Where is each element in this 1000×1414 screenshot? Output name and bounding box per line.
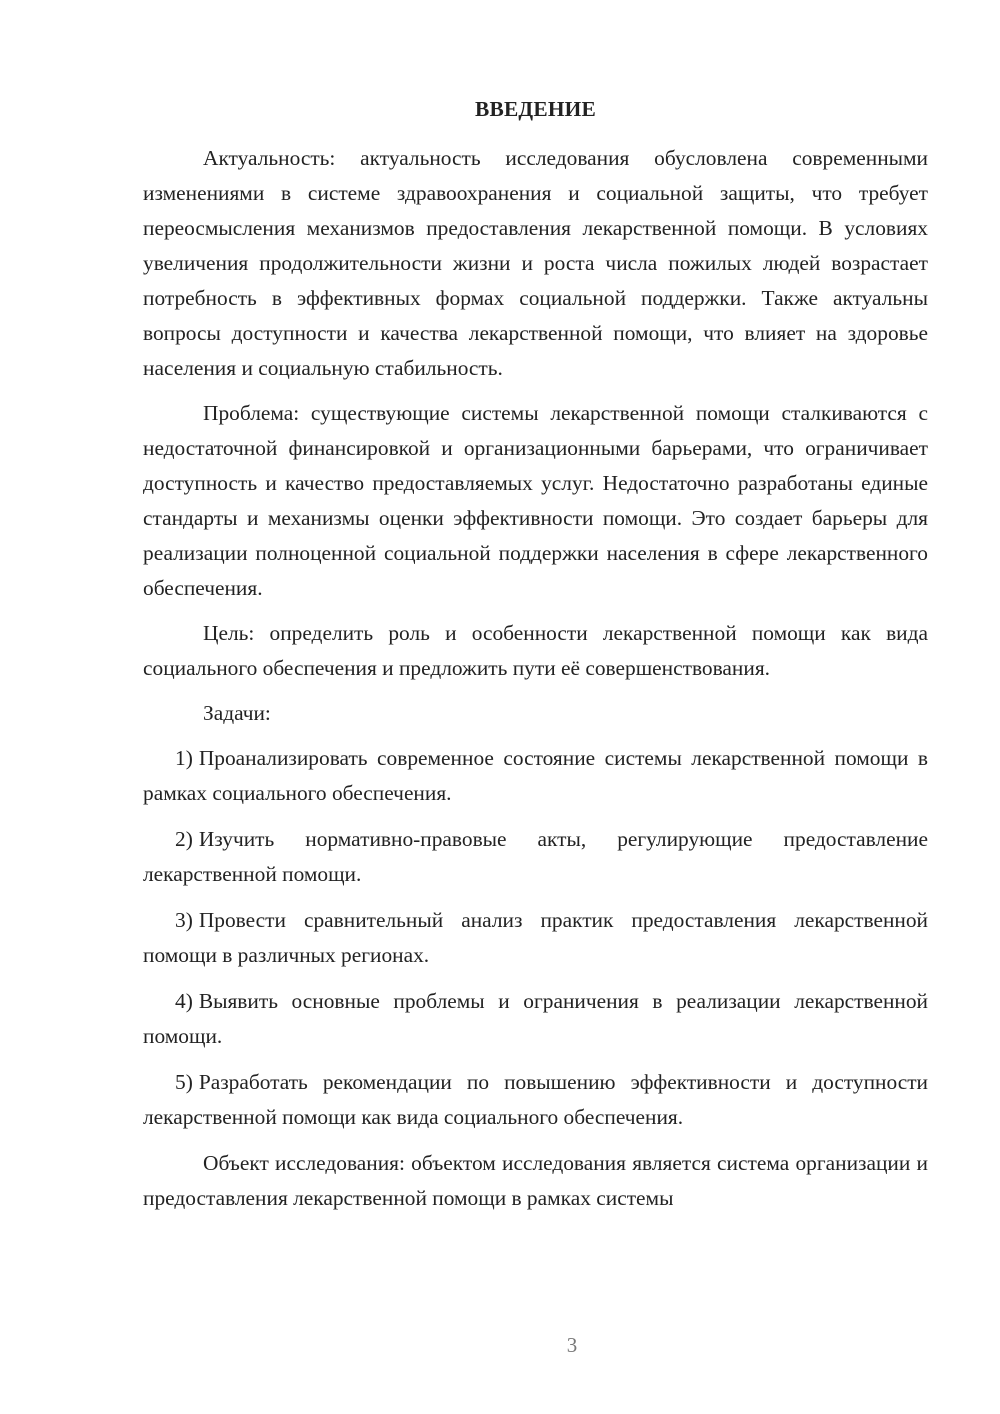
task-text: Изучить нормативно-правовые акты, регулирующие предоставление лекарственной помощи. <box>143 827 928 886</box>
object-paragraph: Объект исследования: объектом исследования является система организации и предоставления лекарственной помощи в рамках системы <box>143 1151 928 1210</box>
task-item <box>143 741 928 811</box>
task-number: 3) <box>175 908 193 932</box>
task-number: 2) <box>175 827 193 851</box>
task-text: Разработать рекомендации по повышению эффективности и доступности лекарственной помощи как вида социального обеспечения. <box>143 1070 928 1129</box>
task-item <box>143 984 928 1054</box>
relevance-paragraph: Актуальность: актуальность исследования обусловлена современными изменениями в системе здравоохранения и социальной защиты, что требует переосмысления механизмов предоставления лекарственной помощи. В условиях увеличения продолжительности жизни и роста числа пожилых людей возрастает потребность в эффективных формах социальной поддержки. Также актуальны вопросы доступности и качества лекарственной помощи, что влияет на здоровье населения и социальную стабильность. <box>143 146 928 380</box>
task-text: Проанализировать современное состояние системы лекарственной помощи в рамках социального обеспечения. <box>143 746 928 805</box>
task-number: 1) <box>175 746 193 770</box>
problem-paragraph: Проблема: существующие системы лекарственной помощи сталкиваются с недостаточной финансировкой и организационными барьерами, что ограничивает доступность и качество предоставляемых услуг. Недостаточно разработаны единые стандарты и механизмы оценки эффективности помощи. Это создает барьеры для реализации полноценной социальной поддержки населения в сфере лекарственного обеспечения. <box>143 401 928 600</box>
task-text: Выявить основные проблемы и ограничения в реализации лекарственной помощи. <box>143 989 928 1048</box>
page-content <box>143 92 928 1216</box>
task-text: Провести сравнительный анализ практик предоставления лекарственной помощи в различных регионах. <box>143 908 928 967</box>
section-title: ВВЕДЕНИЕ <box>475 97 596 121</box>
task-item <box>143 903 928 973</box>
page-number: 3 <box>566 1333 578 1357</box>
task-number: 5) <box>175 1070 193 1094</box>
task-number: 4) <box>175 989 193 1013</box>
task-item <box>143 822 928 892</box>
goal-paragraph: Цель: определить роль и особенности лекарственной помощи как вида социального обеспечения и предложить пути её совершенствования. <box>143 621 928 680</box>
tasks-heading: Задачи: <box>203 701 271 725</box>
task-item <box>143 1065 928 1135</box>
